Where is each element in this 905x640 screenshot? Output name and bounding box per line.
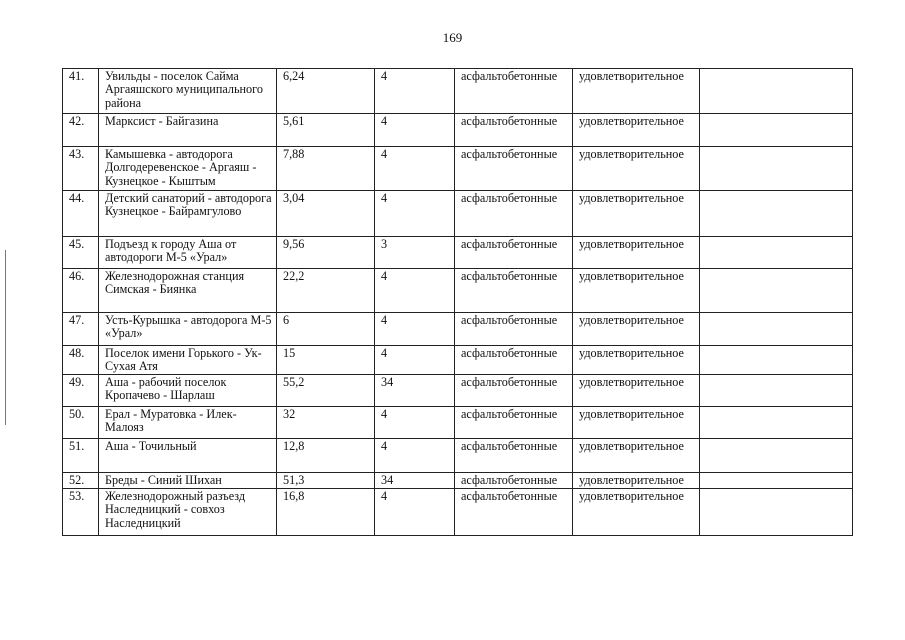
road-surface: асфальтобетонные (455, 489, 573, 536)
road-condition: удовлетворительное (573, 375, 700, 407)
road-name: Аша - Точильный (99, 439, 277, 473)
road-condition: удовлетворительное (573, 473, 700, 489)
road-category: 34 (375, 375, 455, 407)
road-length: 15 (277, 346, 375, 375)
road-surface: асфальтобетонные (455, 269, 573, 313)
road-surface: асфальтобетонные (455, 375, 573, 407)
road-condition: удовлетворительное (573, 114, 700, 147)
table-row (63, 114, 853, 147)
row-number: 47. (63, 313, 99, 346)
road-category: 4 (375, 114, 455, 147)
road-condition: удовлетворительное (573, 147, 700, 191)
row-number: 48. (63, 346, 99, 375)
road-surface: асфальтобетонные (455, 473, 573, 489)
road-name: Подъезд к городу Аша от автодороги М-5 «Урал» (99, 237, 277, 269)
road-category: 4 (375, 191, 455, 237)
road-length: 16,8 (277, 489, 375, 536)
table-row (63, 237, 853, 269)
table-row (63, 269, 853, 313)
row-number: 42. (63, 114, 99, 147)
page-number: 169 (442, 30, 463, 45)
road-surface: асфальтобетонные (455, 114, 573, 147)
road-note (700, 407, 853, 439)
road-surface: асфальтобетонные (455, 407, 573, 439)
road-surface: асфальтобетонные (455, 313, 573, 346)
road-category: 4 (375, 346, 455, 375)
table-row (63, 147, 853, 191)
road-note (700, 237, 853, 269)
road-name: Увильды - поселок Сайма Аргаяшского муниципального района (99, 69, 277, 114)
table-row (63, 346, 853, 375)
road-category: 4 (375, 489, 455, 536)
road-note (700, 473, 853, 489)
road-condition: удовлетворительное (573, 69, 700, 114)
road-length: 51,3 (277, 473, 375, 489)
road-category: 3 (375, 237, 455, 269)
road-category: 4 (375, 439, 455, 473)
road-name: Детский санаторий - автодорога Кузнецкое - Байрамгулово (99, 191, 277, 237)
table-row (63, 439, 853, 473)
road-note (700, 439, 853, 473)
road-length: 3,04 (277, 191, 375, 237)
row-number: 45. (63, 237, 99, 269)
road-note (700, 313, 853, 346)
road-note (700, 69, 853, 114)
row-number: 44. (63, 191, 99, 237)
road-category: 4 (375, 69, 455, 114)
row-number: 46. (63, 269, 99, 313)
row-number: 51. (63, 439, 99, 473)
road-surface: асфальтобетонные (455, 346, 573, 375)
road-length: 5,61 (277, 114, 375, 147)
road-condition: удовлетворительное (573, 407, 700, 439)
road-surface: асфальтобетонные (455, 237, 573, 269)
table-row (63, 191, 853, 237)
road-condition: удовлетворительное (573, 439, 700, 473)
road-note (700, 191, 853, 237)
road-category: 4 (375, 269, 455, 313)
road-category: 4 (375, 407, 455, 439)
row-number: 52. (63, 473, 99, 489)
road-length: 22,2 (277, 269, 375, 313)
row-number: 53. (63, 489, 99, 536)
road-surface: асфальтобетонные (455, 439, 573, 473)
road-name: Марксист - Байгазина (99, 114, 277, 147)
table-row (63, 69, 853, 114)
road-length: 7,88 (277, 147, 375, 191)
road-condition: удовлетворительное (573, 269, 700, 313)
road-note (700, 346, 853, 375)
row-number: 41. (63, 69, 99, 114)
row-number: 49. (63, 375, 99, 407)
table-row (63, 473, 853, 489)
road-name: Ерал - Муратовка - Илек-Малояз (99, 407, 277, 439)
roads-table (62, 68, 853, 536)
road-length: 12,8 (277, 439, 375, 473)
table-row (63, 489, 853, 536)
road-note (700, 375, 853, 407)
road-name: Аша - рабочий поселок Кропачево - Шарлаш (99, 375, 277, 407)
road-note (700, 114, 853, 147)
road-name: Бреды - Синий Шихан (99, 473, 277, 489)
road-surface: асфальтобетонные (455, 147, 573, 191)
road-condition: удовлетворительное (573, 346, 700, 375)
road-category: 34 (375, 473, 455, 489)
road-length: 55,2 (277, 375, 375, 407)
road-surface: асфальтобетонные (455, 191, 573, 237)
road-length: 32 (277, 407, 375, 439)
road-condition: удовлетворительное (573, 191, 700, 237)
road-condition: удовлетворительное (573, 489, 700, 536)
road-category: 4 (375, 313, 455, 346)
road-note (700, 147, 853, 191)
road-length: 6 (277, 313, 375, 346)
table-row (63, 313, 853, 346)
row-number: 43. (63, 147, 99, 191)
road-length: 6,24 (277, 69, 375, 114)
road-name: Железнодорожная станция Симская - Биянка (99, 269, 277, 313)
road-name: Камышевка - автодорога Долгодеревенское - Аргаяш - Кузнецкое - Кыштым (99, 147, 277, 191)
table-row (63, 407, 853, 439)
road-surface: асфальтобетонные (455, 69, 573, 114)
margin-scan-line (5, 250, 6, 425)
road-name: Поселок имени Горького - Ук- Сухая Атя (99, 346, 277, 375)
row-number: 50. (63, 407, 99, 439)
roads-table-body (63, 69, 853, 536)
road-category: 4 (375, 147, 455, 191)
road-condition: удовлетворительное (573, 237, 700, 269)
road-length: 9,56 (277, 237, 375, 269)
road-condition: удовлетворительное (573, 313, 700, 346)
road-name: Железнодорожный разъезд Наследницкий - совхоз Наследницкий (99, 489, 277, 536)
table-row (63, 375, 853, 407)
road-note (700, 269, 853, 313)
road-name: Усть-Курышка - автодорога М-5 «Урал» (99, 313, 277, 346)
road-note (700, 489, 853, 536)
